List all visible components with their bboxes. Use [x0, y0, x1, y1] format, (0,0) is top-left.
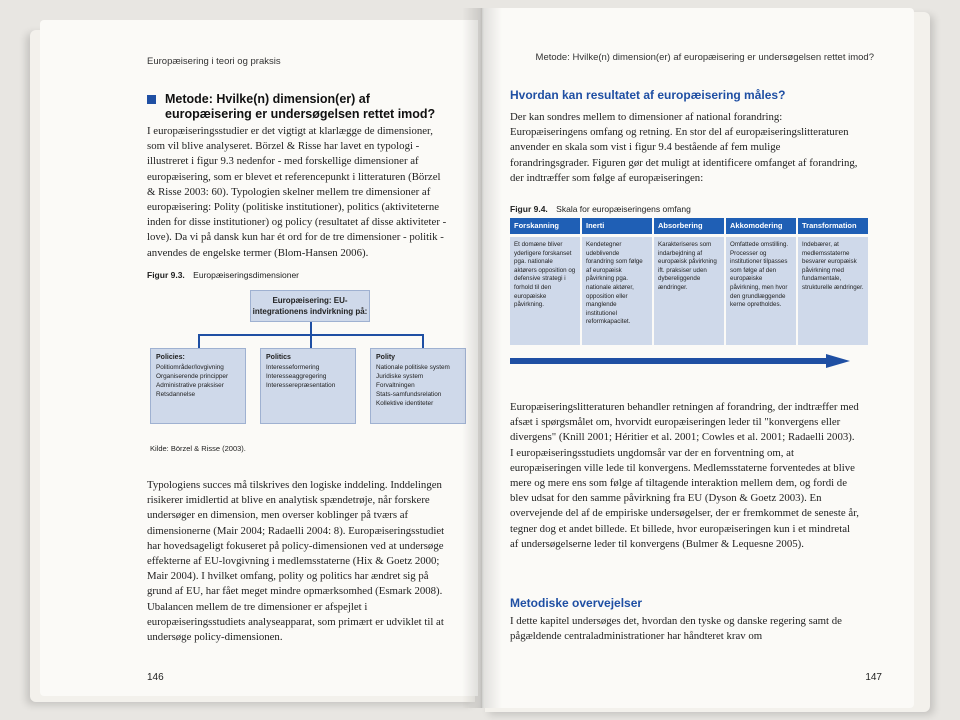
- figure-9-3-label: Figur 9.3.: [147, 270, 185, 280]
- table-header-akkomodering: Akkomodering: [726, 218, 796, 234]
- left-section-title-text: Metode: Hvilke(n) dimension(er) af europæisering er undersøgelsen rettet imod?: [165, 92, 436, 121]
- left-paragraph-1: I europæiseringsstudier er det vigtigt at klarlægge de dimensioner, som vil blive analyseret. Börzel & Risse har lavet en typologi - illustreret i figur 9.3 nedenfor - med forskellige dimensioner af europæisering, som er blevet et referencepunkt i litteraturen (Börzel & Risse 2003: 60). Typologien skelner mellem tre dimensioner af europæisering: Polity (politiske institutioner), politics (aktiviteterne inden for disse institutioner) og policy (resultatet af disse aktiviteter - love). Da vi på dansk kun har ét ord for de tre dimensioner - politik - anvendes de engelske termer (Blom-Hansen 2006).: [147, 125, 447, 259]
- polity-item: Forvaltningen: [376, 382, 415, 389]
- table-header-inerti: Inerti: [582, 218, 652, 234]
- table-cell-akkomodering: Omfattede omstilling. Processer og institutioner tilpasses som følge af den europæiske påvirkning, men hvor den grundlæggende kerne opretholdes.: [726, 237, 796, 345]
- politics-item: Interesseaggregering: [266, 373, 327, 380]
- table-header-forskanning: Forskanning: [510, 218, 580, 234]
- section-bullet-icon: [147, 95, 156, 104]
- figure-9-4-caption: [510, 204, 691, 214]
- policies-item: Politiområder/lovgivning: [156, 364, 224, 371]
- figure-9-4-label: Figur 9.4.: [510, 204, 548, 214]
- polity-item: Nationale politiske system: [376, 364, 450, 371]
- policies-item: Organiserende principper: [156, 373, 229, 380]
- table-cell-absorbering: Karakteriseres som indarbejdning af europæisk påvirkning ift. praksiser uden dybereliggende ændringer.: [654, 237, 724, 345]
- europeanization-scale-table: [510, 218, 868, 346]
- figure-9-3-title: Europæiseringsdimensioner: [193, 270, 300, 280]
- table-header-transformation: Transformation: [798, 218, 868, 234]
- policies-header: Policies:: [156, 354, 185, 361]
- policies-item: Retsdannelse: [156, 391, 196, 398]
- right-page-number: 147: [865, 672, 882, 683]
- diagram-polity-box: [370, 348, 466, 424]
- policies-item: Administrative praksiser: [156, 382, 224, 389]
- diagram-connector-right: [422, 334, 424, 348]
- right-running-head: Metode: Hvilke(n) dimension(er) af europæisering er undersøgelsen rettet imod?: [535, 52, 874, 63]
- right-paragraph-2: Europæiseringslitteraturen behandler retningen af forandring, der indtræffer med afsæt i spørgsmålet om, hvorvidt europæiseringen leder til "konvergens eller divergens" (Knill 2001; Héritier et al. 2001; Cowles et al. 2001; Radaelli 2003). I europæiseringsstudiets ungdomsår var der en forventning om, at europæiseringen ville lede til konvergens. Medlemsstaterne forventedes at blive mere og mere ens som følge af tiltagende interaktion mellem dem, og fordi de blev udsat for den samme påvirkning fra EU (Dyson & Goetz 2003). En overvejende del af de empiriske undersøgelser, der er fremkommet de seneste år, tegner dog et andet billede. Et billede, hvor europæiseringen kun i et mindretal af undersøgelserne leder til konvergens (Bulmer & Lequesne 2005).: [510, 401, 859, 550]
- right-subsection-title: Metodiske overvejelser: [510, 596, 643, 610]
- diagram-policies-box: [150, 348, 246, 424]
- left-page: [40, 20, 478, 696]
- polity-item: Stats-samfundsrelation: [376, 391, 442, 398]
- diagram-connector-middle: [310, 334, 312, 348]
- right-paragraph-3: I dette kapitel undersøges det, hvordan den tyske og danske regering samt de pågældende centraladministrationer har håndteret krav om: [510, 615, 842, 643]
- left-page-number: 146: [147, 672, 164, 683]
- diagram-top-box: Europæisering: EU-integrationens indvirkning på:: [250, 290, 370, 322]
- diagram-politics-box: [260, 348, 356, 424]
- left-paragraph-2: Typologiens succes må tilskrives den logiske inddeling. Inddelingen risikerer imidlertid at blive en analytisk spændetrøje, når forskere undersøger en dimension, men overser koblinger på tværs af dimensionerne (Mair 2004; Radaelli 2004: 8). Europæiseringsstudiet har hovedsageligt fokuseret på policy-dimensionen ved at undersøge effekterne af EU-lovgivning i medlemsstaterne (Hix & Goetz 2000; Mair 2004). I hvilket omfang, polity og politics har ændret sig på grund af EU, har fået meget mindre opmærksomhed (Esmark 2008). Ubalancen mellem de tre dimensioner er afspejlet i europæiseringsstudiets analyseapparat, som primært er udviklet til at undersøge policy-dimensionen.: [147, 479, 445, 644]
- figure-9-3-caption: [147, 270, 299, 280]
- right-page: [482, 8, 914, 708]
- politics-item: Interesseformering: [266, 364, 320, 371]
- right-paragraph-1: Der kan sondres mellem to dimensioner af national forandring: Europæiseringens omfang og retning. En stor del af europæiseringslitteraturen anvender en skala som vist i figur 9.4 bestående af fem mulige forandringsgrader. Figuren gør det muligt at identificere omfanget af forandring, der indtræffer som følge af europæiseringen:: [510, 111, 858, 184]
- diagram-connector-vertical: [310, 322, 312, 334]
- polity-header: Polity: [376, 354, 396, 361]
- left-running-head: Europæisering i teori og praksis: [147, 56, 281, 67]
- table-header-absorbering: Absorbering: [654, 218, 724, 234]
- diagram-connector-left: [198, 334, 200, 348]
- table-cell-inerti: Kendetegner udeblivende forandring som følge af europæisk påvirkning pga. nationale aktører, opposition eller manglende institutionel reformkapacitet.: [582, 237, 652, 345]
- figure-source-note: Kilde: Börzel & Risse (2003).: [150, 444, 246, 453]
- scale-arrow-icon: [510, 354, 850, 368]
- europeanization-dimensions-diagram: [150, 290, 450, 450]
- figure-9-4-title: Skala for europæiseringens omfang: [556, 204, 691, 214]
- table-cell-forskanning: Et domæne bliver yderligere forskanset pga. nationale aktørers opposition og defensive strategi i forhold til den europæiske påvirkning.: [510, 237, 580, 345]
- table-cell-transformation: Indebærer, at medlemsstaterne besvarer europæisk påvirkning med fundamentale, strukturelle ændringer.: [798, 237, 868, 345]
- left-section-title: [147, 92, 447, 122]
- politics-item: Interesserepræsentation: [266, 382, 336, 389]
- polity-item: Juridiske system: [376, 373, 424, 380]
- right-section-title: Hvordan kan resultatet af europæisering måles?: [510, 88, 786, 102]
- politics-header: Politics: [266, 354, 291, 361]
- polity-item: Kollektive identiteter: [376, 400, 434, 407]
